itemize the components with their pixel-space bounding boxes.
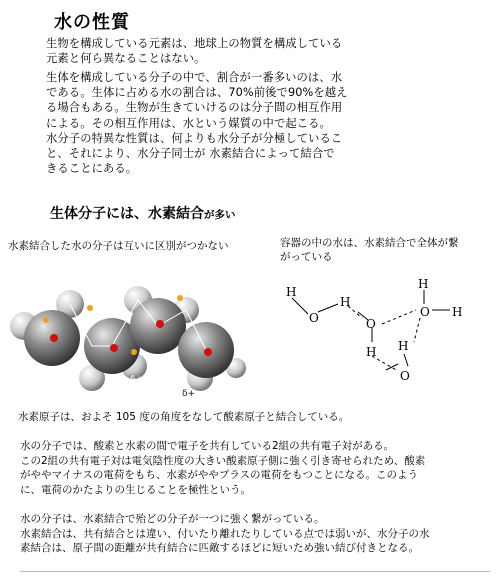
body-paragraph (46, 70, 348, 176)
hydrogen-bond-paragraph (20, 512, 430, 556)
hydrogen-atom: H (418, 277, 429, 291)
hydrogen-bonds (348, 306, 420, 370)
body-line: る場合もある。生物が生きていけるのは分子間の相互作用 (46, 101, 343, 115)
polarity-paragraph (20, 439, 425, 497)
atom-labels (286, 277, 462, 383)
intro-line: 生物を構成している元素は、地球上の物質を構成している (46, 37, 343, 50)
intro-line: 元素と何ら異なることはない。 (46, 52, 206, 66)
hydrogen-atom: H (398, 339, 409, 353)
hydrogen-bond-line: 水素結合は、共有結合とは違い、付いたり離れたりしている点では弱いが、水分子の水 (20, 527, 430, 540)
delta-plus-label: δ+ (92, 293, 106, 303)
delta-plus-label: δ+ (182, 389, 196, 399)
body-line: きることにある。 (46, 162, 138, 176)
body-line: 水分子の特異な性質は、何よりも水分子が分極しているこ (46, 131, 343, 145)
hydrogen-atom: H (366, 345, 377, 359)
page-title: 水の性質 (54, 12, 130, 33)
hydrogen-angle-caption: 水素原子は、およそ 105 度の角度をなして酸素原子と結合している。 (18, 411, 350, 423)
body-line: である。生体に占める水の割合は、70%前後で90%を越え (46, 86, 348, 100)
caption-left: 水素結合した水の分子は互いに区別がつかない (8, 240, 229, 252)
hydrogen-atom: H (286, 285, 297, 299)
bottom-divider (20, 571, 490, 572)
hydrogen-atom: H (452, 305, 463, 319)
polarity-line: がややマイナスの電荷をもち、水素がややプラスの電荷をもつことになる。このよう (20, 469, 419, 482)
polarity-line: に、電荷のかたよりの生じることを極性という。 (20, 483, 251, 496)
caption-right (280, 236, 459, 264)
hydrogen-bond-line: 水の分子は、水素結合で殆どの分子が一つに強く繋がっている。 (20, 513, 325, 525)
body-line: と、それにより、水分子同士が 水素結合によって結合で (46, 147, 335, 161)
polarity-line: この2組の共有電子対は電気陰性度の大きい酸素原子側に強く引き寄せられため、酸素 (20, 454, 426, 467)
delta-plus-label: δ+ (130, 375, 144, 385)
oxygen-atom: O (400, 369, 410, 383)
delta-plus-label: δ+ (178, 287, 192, 297)
body-line: による。その相互作用は、水という媒質の中で起こる。 (46, 116, 331, 130)
section-heading-main: 生体分子には、水素結合 (50, 206, 204, 222)
water-molecules-model (10, 270, 246, 400)
caption-right-line: がっている (280, 251, 333, 263)
intro-paragraph (46, 36, 342, 66)
oxygen-atom: O (420, 305, 430, 319)
caption-right-line: 容器の中の水は、水素結合で全体が繋 (280, 237, 459, 249)
oxygen-atom: O (366, 317, 376, 331)
polarity-line: 水の分子では、酸素と水素の間で電子を共有している2組の共有電子対がある。 (20, 440, 395, 452)
section-heading (50, 203, 236, 223)
hydrogen-bond-network-diagram (276, 270, 496, 400)
section-heading-suffix: が多い (204, 209, 236, 221)
hydrogen-bond-line: 素結合は、原子間の距離が共有結合に匹敵するほどに短いため強い結び付きとなる。 (20, 542, 419, 555)
hydrogen-atom: H (340, 295, 351, 309)
oxygen-atom: O (309, 311, 319, 325)
body-line: 生体を構成している分子の中で、割合が一番多いのは、水 (46, 71, 343, 84)
